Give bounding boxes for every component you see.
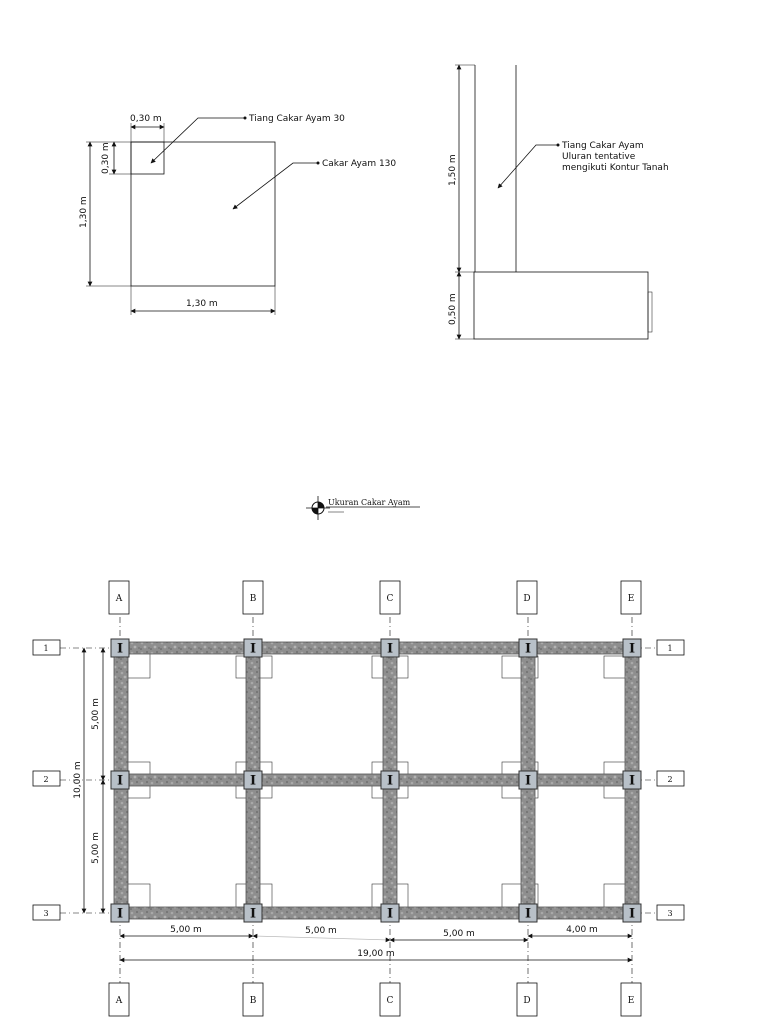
dim-small-top: 0,30 m [130, 114, 162, 124]
column-marker: I [249, 641, 257, 657]
dim-upper: 1,50 m [448, 154, 458, 186]
note-line-2: Uluran tentative [562, 152, 636, 162]
column-e2 [623, 771, 641, 789]
grid-label-left-2: 2 [43, 775, 49, 784]
grid-label-right-3: 3 [667, 909, 673, 918]
dim-x-bc: 5,00 m [305, 926, 337, 936]
column-marker: I [386, 773, 394, 789]
tie-beams [114, 642, 639, 919]
column-marker: I [628, 906, 636, 922]
grid-label-top-e: E [627, 594, 635, 604]
column-marker: I [386, 641, 394, 657]
beam-row-2 [114, 774, 638, 786]
grid-labels-left [33, 640, 60, 920]
footing-section-detail [448, 65, 669, 339]
title-text: Ukuran Cakar Ayam [328, 498, 411, 507]
grid-label-bottom-c: C [386, 996, 394, 1006]
column-a2 [111, 771, 129, 789]
footing-outline [131, 142, 275, 286]
grid-label-bottom-e: E [627, 996, 635, 1006]
column-marker: I [249, 906, 257, 922]
dim-x-total: 19,00 m [357, 949, 395, 959]
note-line-3: mengikuti Kontur Tanah [562, 163, 669, 173]
column-d1 [519, 639, 537, 657]
column-a3 [111, 904, 129, 922]
grid-labels-bottom [109, 983, 641, 1016]
column-d2 [519, 771, 537, 789]
grid-label-top-c: C [386, 594, 394, 604]
grid-label-bottom-b: B [249, 996, 257, 1006]
dim-left: 1,30 m [79, 196, 89, 228]
grid-label-left-3: 3 [43, 909, 49, 918]
grid-label-right-2: 2 [667, 775, 673, 784]
column-e1 [623, 639, 641, 657]
label-cakar-ayam: Cakar Ayam 130 [322, 159, 397, 169]
beam-row-3 [114, 907, 638, 919]
column-d3 [519, 904, 537, 922]
note-line-1: Tiang Cakar Ayam [562, 141, 644, 151]
foundation-plan [33, 581, 684, 1016]
column-marker: I [116, 906, 124, 922]
column-a1 [111, 639, 129, 657]
grid-labels-right [657, 640, 684, 920]
grid-label-left-1: 1 [43, 644, 49, 653]
column-b1 [244, 639, 262, 657]
column-marker: I [524, 906, 532, 922]
column-c2 [381, 771, 399, 789]
label-tiang-cakar-ayam: Tiang Cakar Ayam 30 [249, 114, 345, 124]
column-marker: I [628, 773, 636, 789]
grid-label-bottom-a: A [115, 996, 123, 1006]
column-e3 [623, 904, 641, 922]
footing-block [474, 272, 648, 339]
dim-lower: 0,50 m [448, 293, 458, 325]
grid-label-top-b: B [249, 594, 257, 604]
column-c1 [381, 639, 399, 657]
column-marker: I [116, 773, 124, 789]
dim-x-ab: 5,00 m [170, 925, 202, 935]
column-marker: I [116, 641, 124, 657]
dim-small-side: 0,30 m [101, 142, 111, 174]
dim-y-total: 10,00 m [73, 761, 83, 799]
dim-x-cd: 5,00 m [443, 929, 475, 939]
column-marker: I [524, 773, 532, 789]
dim-bottom: 1,30 m [186, 299, 218, 309]
column-b3 [244, 904, 262, 922]
column-marker: I [249, 773, 257, 789]
footing-plan-detail [79, 114, 396, 315]
dimension-y [84, 648, 103, 913]
grid-label-top-d: D [523, 594, 531, 604]
grid-labels-top [109, 581, 641, 614]
dim-y-12: 5,00 m [91, 698, 101, 730]
column-marker: I [524, 641, 532, 657]
grid-label-bottom-d: D [523, 996, 531, 1006]
dim-y-23: 5,00 m [91, 832, 101, 864]
column-marker: I [386, 906, 394, 922]
pile-outline [131, 142, 164, 174]
dim-x-de: 4,00 m [566, 925, 598, 935]
grid-label-right-1: 1 [667, 644, 673, 653]
column-marker: I [628, 641, 636, 657]
grid-label-top-a: A [115, 594, 123, 604]
column-c3 [381, 904, 399, 922]
title-block [306, 496, 420, 520]
column-b2 [244, 771, 262, 789]
beam-row-1 [114, 642, 638, 654]
